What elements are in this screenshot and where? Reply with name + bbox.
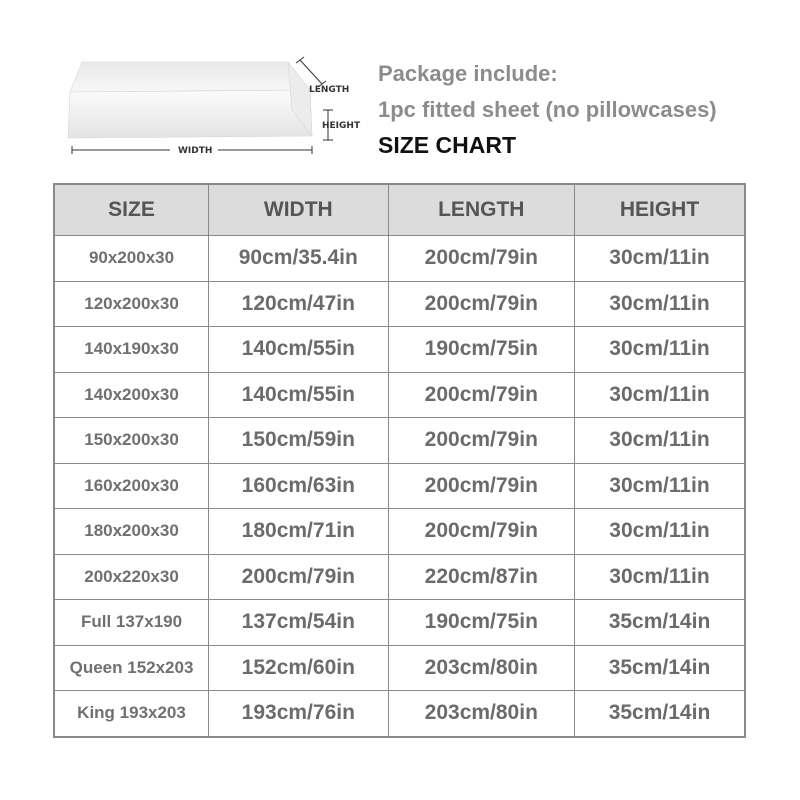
cell-size: King 193x203 [54,691,209,737]
cell-length: 190cm/75in [388,327,574,373]
cell-height: 30cm/11in [575,327,746,373]
cell-height: 35cm/14in [575,600,746,646]
cell-height: 30cm/11in [575,463,746,509]
cell-size: 90x200x30 [54,236,209,282]
cell-height: 30cm/11in [575,509,746,555]
cell-length: 200cm/79in [388,372,574,418]
cell-length: 220cm/87in [388,554,574,600]
cell-width: 150cm/59in [209,418,389,464]
cell-width: 152cm/60in [209,645,389,691]
cell-width: 180cm/71in [209,509,389,555]
cell-length: 203cm/80in [388,691,574,737]
cell-size: Queen 152x203 [54,645,209,691]
cell-size: 200x220x30 [54,554,209,600]
cell-height: 30cm/11in [575,372,746,418]
cell-size: 160x200x30 [54,463,209,509]
cell-height: 30cm/11in [575,236,746,282]
height-dimension [322,110,361,140]
cell-width: 140cm/55in [209,327,389,373]
header-size: SIZE [54,184,209,236]
header-width: WIDTH [209,184,389,236]
cell-width: 90cm/35.4in [209,236,389,282]
width-dimension [72,146,312,156]
table-row [54,236,745,282]
height-label: HEIGHT [322,121,361,131]
cell-height: 35cm/14in [575,691,746,737]
cell-width: 200cm/79in [209,554,389,600]
table-row [54,691,745,737]
cell-length: 200cm/79in [388,509,574,555]
table-row [54,372,745,418]
table-row [54,600,745,646]
cell-size: 140x200x30 [54,372,209,418]
cell-length: 200cm/79in [388,236,574,282]
mattress-illustration [60,50,380,170]
table-row [54,418,745,464]
cell-width: 193cm/76in [209,691,389,737]
cell-size: 120x200x30 [54,281,209,327]
size-chart-title: SIZE CHART [378,132,516,158]
table-row [54,645,745,691]
table-row [54,463,745,509]
length-label: LENGTH [309,85,350,95]
table-row [54,281,745,327]
cell-length: 190cm/75in [388,600,574,646]
cell-size: 150x200x30 [54,418,209,464]
mattress-diagram [60,50,380,170]
header-height: HEIGHT [575,184,746,236]
table-row [54,554,745,600]
cell-length: 200cm/79in [388,418,574,464]
cell-height: 30cm/11in [575,281,746,327]
cell-width: 160cm/63in [209,463,389,509]
package-heading: Package include: [378,61,558,86]
cell-height: 30cm/11in [575,418,746,464]
cell-width: 140cm/55in [209,372,389,418]
cell-size: Full 137x190 [54,600,209,646]
cell-width: 137cm/54in [209,600,389,646]
package-contents: 1pc fitted sheet (no pillowcases) [378,97,717,122]
header-length: LENGTH [388,184,574,236]
table-row [54,327,745,373]
cell-size: 140x190x30 [54,327,209,373]
table-header-row [54,184,745,236]
cell-length: 200cm/79in [388,463,574,509]
size-table [53,183,746,738]
width-label: WIDTH [178,146,213,156]
table-row [54,509,745,555]
cell-length: 200cm/79in [388,281,574,327]
cell-height: 35cm/14in [575,645,746,691]
cell-length: 203cm/80in [388,645,574,691]
cell-size: 180x200x30 [54,509,209,555]
package-info [378,56,717,128]
cell-height: 30cm/11in [575,554,746,600]
cell-width: 120cm/47in [209,281,389,327]
